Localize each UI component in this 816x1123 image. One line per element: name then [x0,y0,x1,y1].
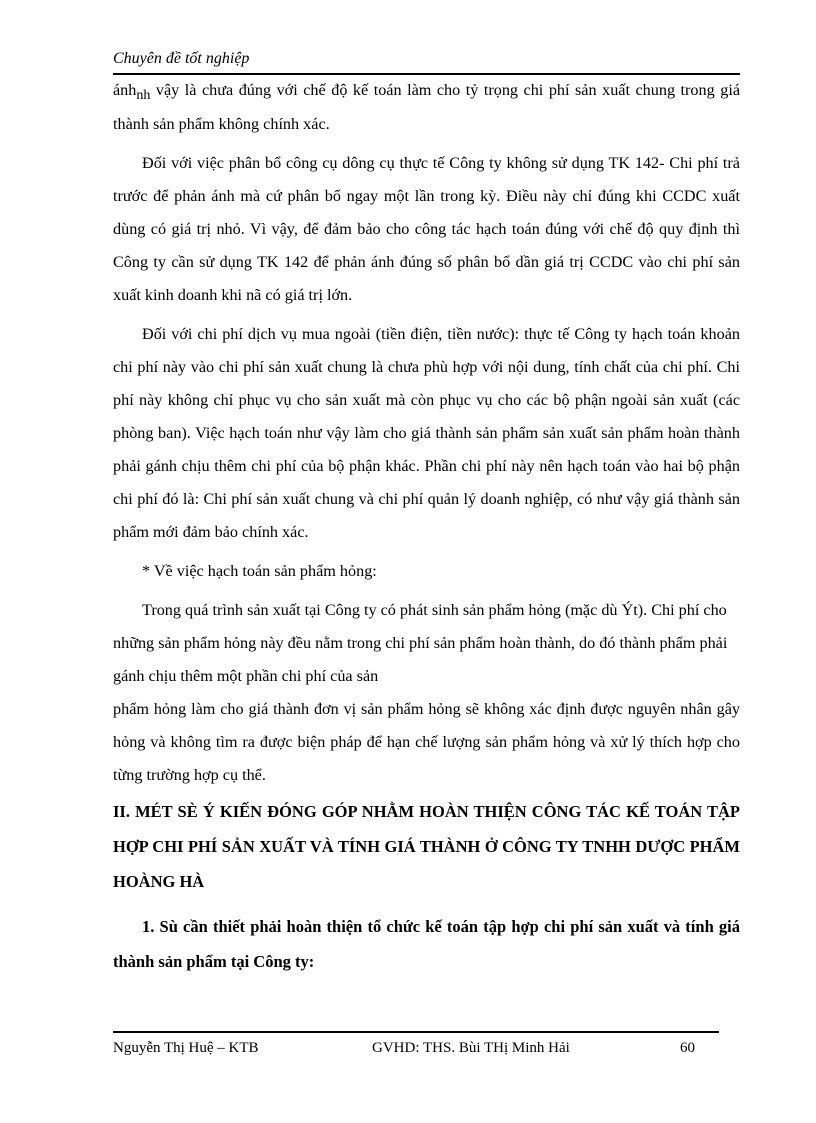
section-heading: II. MÉT SÈ Ý KIẾN ĐÓNG GÓP NHẰM HOÀN THIỆN CÔNG TÁC KẾ TOÁN TẬP HỢP CHI PHÍ SẢN XUẤT VÀ TÍNH GIÁ THÀNH Ở CÔNG TY TNHH DƯỢC PHẨM HOÀNG HÀ [113,802,740,891]
subsection-heading: 1. Sù cần thiết phải hoàn thiện tổ chức kế toán tập hợp chi phí sản xuất và tính giá thành sản phẩm tại Công ty: [113,917,740,971]
page-header-title: Chuyên đề tốt nghiệp [113,50,250,67]
paragraph-5: Trong quá trình sản xuất tại Công ty có phát sinh sản phẩm hỏng (mặc dù Ýt). Chi phí cho những sản phẩm hỏng này đều nằm trong chi phí sản phẩm hoàn thành, do đó thành phẩm phải gánh chịu thêm một phần chi phí của sản [113,601,728,685]
document-body [113,74,740,979]
paragraph-4: * Về việc hạch toán sản phẩm hỏng: [142,562,377,580]
paragraph-1-subscript: nh [136,88,151,103]
footer-advisor: GVHD: THS. Bùi THị Minh Hải [372,1040,570,1056]
page-number: 60 [680,1040,695,1056]
paragraph-1 [113,74,740,141]
paragraph-2: Đối với việc phân bổ công cụ dông cụ thực tế Công ty không sử dụng TK 142- Chi phí trả trước để phản ánh mà cứ phân bổ ngay một lần trong kỳ. Điều này chỉ đúng khi CCDC xuất dùng có giá trị nhỏ. Vì vậy, để đảm bảo cho công tác hạch toán đúng với chế độ quy định thì Công ty cần sử dụng TK 142 để phản ánh đúng số phân bổ dần giá trị CCDC vào chi phí sản xuất kinh doanh khi nã có giá trị lớn. [113,154,740,304]
footer-author: Nguyễn Thị Huệ – KTB [113,1040,259,1056]
footer-divider [113,1031,719,1033]
paragraph-6: phẩm hỏng làm cho giá thành đơn vị sản phẩm hỏng sẽ không xác định được nguyên nhân gây hỏng và không tìm ra được biện pháp để hạn chế lượng sản phẩm hỏng và xử lý thích hợp cho từng trường hợp cụ thể. [113,700,740,784]
paragraph-1-start: ánh [113,81,137,99]
paragraph-1-rest: vậy là chưa đúng với chế độ kế toán làm cho tỷ trọng chi phí sản xuất chung trong giá thành sản phẩm không chính xác. [113,81,740,133]
paragraph-3: Đối với chi phí dịch vụ mua ngoài (tiền điện, tiền nước): thực tế Công ty hạch toán khoản chi phí này vào chi phí sản xuất chung là chưa phù hợp với nội dung, tính chất của chi phí. Chi phí này không chỉ phục vụ cho sản xuất mà còn phục vụ cho các bộ phận ngoài sản xuất (các phòng ban). Việc hạch toán như vậy làm cho giá thành sản phẩm sản xuất sản phẩm hoàn thành phải gánh chịu thêm chi phí của bộ phận khác. Phần chi phí này nên hạch toán vào hai bộ phận chi phí đó là: Chi phí sản xuất chung và chi phí quản lý doanh nghiệp, có như vậy giá thành sản phẩm mới đảm bảo chính xác. [113,325,740,541]
